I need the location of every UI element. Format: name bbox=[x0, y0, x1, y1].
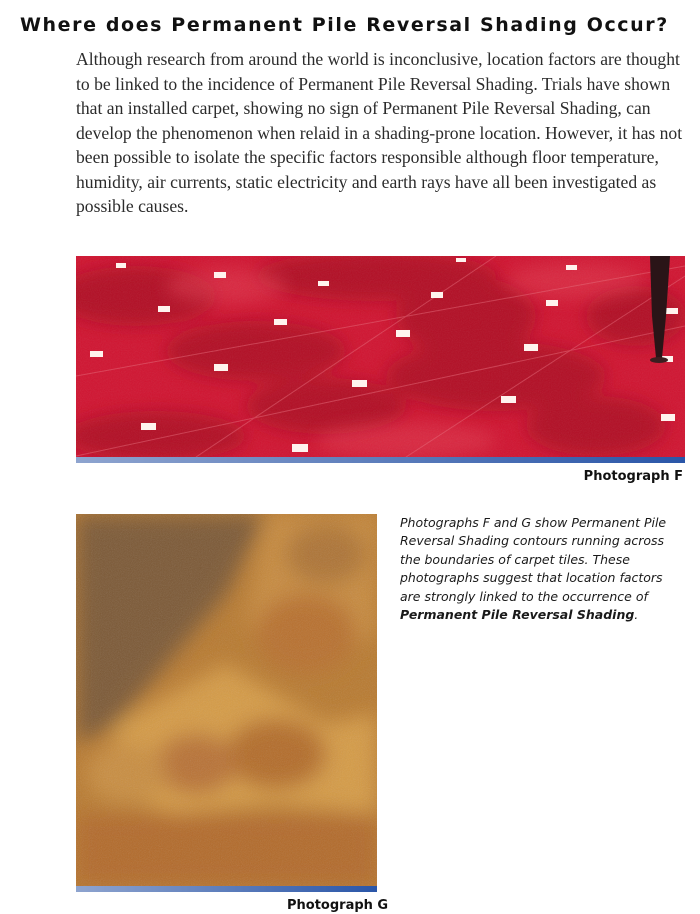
description-text: Photographs F and G show Permanent Pile Reversal Shading contours running across the boundaries of carpet tiles. These photographs suggest that location factors are strongly linked to the occurrence of bbox=[400, 515, 667, 604]
gold-carpet-illustration bbox=[76, 514, 377, 886]
red-carpet-illustration bbox=[76, 256, 685, 457]
photograph-g-caption-bar bbox=[76, 886, 377, 892]
photograph-f-image bbox=[76, 256, 685, 457]
photograph-f-label: Photograph F bbox=[583, 469, 683, 484]
intro-paragraph: Although research from around the world is inconclusive, location factors are thought to be linked to the incidence of Permanent Pile Reversal Shading. Trials have shown that an installed carpet, showing no sign of Permanent Pile Reversal Shading, can develop the phenomenon when relaid in a shading-prone location. However, it has not been possible to isolate the specific factors responsible although floor temperature, humidity, air currents, static electricity and earth rays have all been investigated as possible causes. bbox=[76, 49, 683, 216]
photograph-g-label: Photograph G bbox=[287, 898, 389, 913]
description-emphasis: Permanent Pile Reversal Shading bbox=[400, 607, 635, 623]
page-heading: Where does Permanent Pile Reversal Shading Occur? bbox=[20, 14, 669, 36]
photograph-g-image bbox=[76, 514, 377, 886]
photographs-description bbox=[400, 514, 685, 624]
photograph-f-caption-bar bbox=[76, 457, 685, 463]
description-end: . bbox=[634, 607, 639, 623]
